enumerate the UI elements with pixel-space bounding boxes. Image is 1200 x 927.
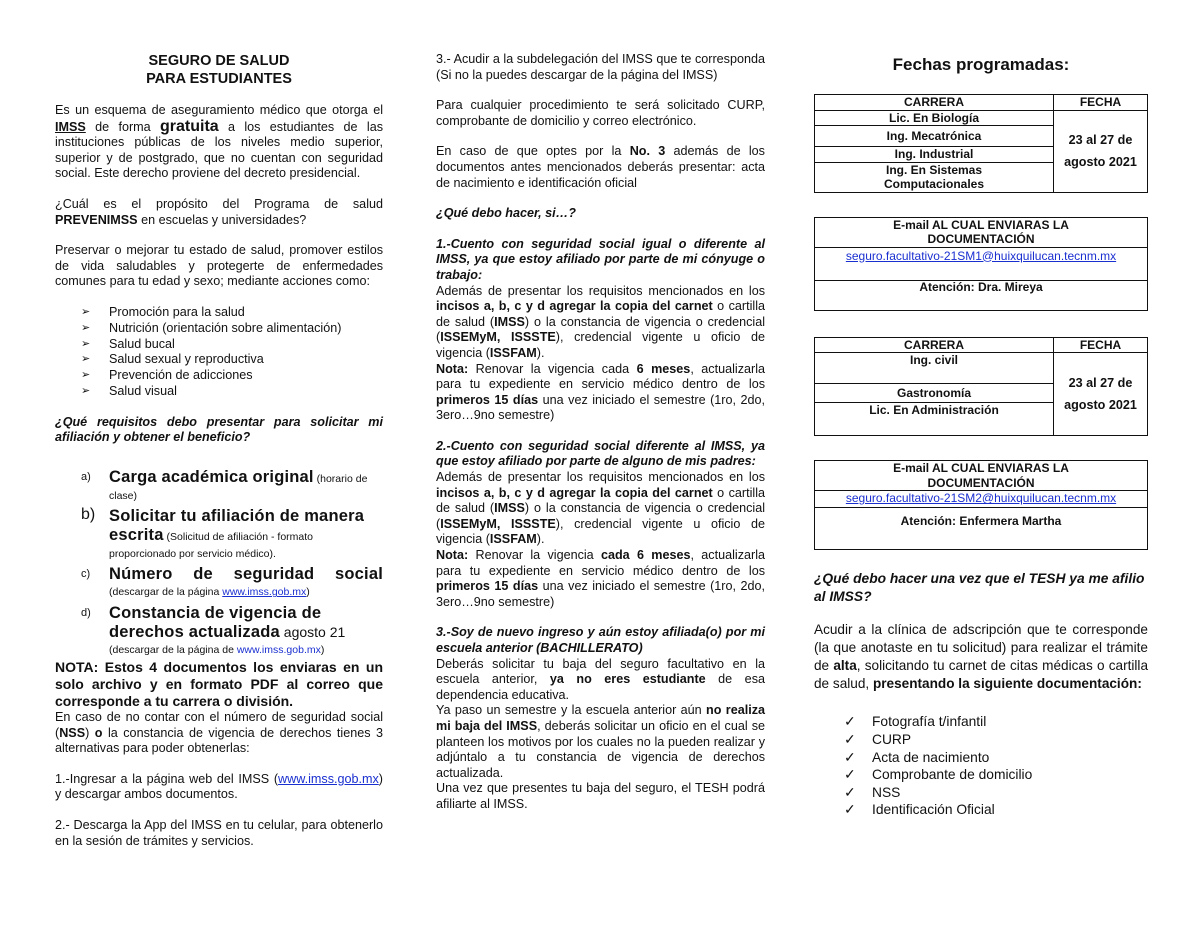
requirement-b: b) Solicitar tu afiliación de manera escrita (Solicitud de afiliación - formato proporcionado por servicio médico). bbox=[81, 506, 365, 560]
table-row: Ing. Mecatrónica bbox=[815, 126, 1148, 147]
schedule-table-2 bbox=[814, 337, 1148, 437]
check-icon: ✓ bbox=[844, 802, 856, 818]
list-item: ✓ NSS bbox=[844, 784, 901, 800]
option3-paragraph: En caso de que optes por la No. 3 además de los documentos antes mencionados deberás presentar: acta de nacimiento e identificación oficial bbox=[436, 144, 765, 190]
list-item: ➢ Prevención de adicciones bbox=[81, 368, 253, 383]
case-1-body: Además de presentar los requisitos mencionados en los incisos a, b, c y d agregar la copia del carnet o cartilla de salud (IMSS) o la constancia de vigencia o credencial (ISSEMyM, ISSSTE), credencial vigente u oficio de vigencia (ISSFAM). bbox=[436, 283, 765, 360]
case-2-heading: 2.-Cuento con seguridad social diferente al IMSS, ya que estoy afiliado por parte de alguno de mis padres: bbox=[436, 438, 765, 469]
table-row: Lic. En Administración bbox=[815, 403, 1148, 436]
requirement-c: c) Número de seguridad social (descargar de la página www.imss.gob.mx) bbox=[81, 565, 383, 599]
check-icon: ✓ bbox=[844, 784, 856, 800]
table-row: Ing. Industrial bbox=[815, 147, 1148, 163]
actions-list bbox=[55, 305, 383, 400]
case-3-followup: Ya paso un semestre y la escuela anterior aún no realiza mi baja del IMSS, deberás solicitar un oficio en el cual se planteen los motivos por los cuales no la pueden realizar y adjúntalo a tu constancia de vigencia de derechos actualizada. bbox=[436, 703, 766, 780]
requirements-question: ¿Qué requisitos debo presentar para solicitar mi afiliación y obtener el beneficio? bbox=[55, 414, 383, 445]
requirement-a: a) Carga académica original (horario de clase) bbox=[81, 467, 368, 502]
check-icon: ✓ bbox=[844, 749, 856, 765]
case-3-heading: 3.-Soy de nuevo ingreso y aún estoy afiliada(o) por mi escuela anterior (BACHILLERATO) bbox=[436, 625, 765, 655]
case-1-heading: 1.-Cuento con seguridad social igual o diferente al IMSS, ya que estoy afiliado por parte de mi cónyuge o trabajo: bbox=[436, 236, 765, 282]
curp-paragraph: Para cualquier procedimiento te será solicitado CURP, comprobante de domicilio y correo electrónico. bbox=[436, 98, 765, 128]
case-2-note: Nota: Renovar la vigencia cada 6 meses, actualizarla para tu expediente en servicio médico dentro de los primeros 15 días una vez iniciado el semestre (1ro, 2do, 3ero…9no semestre) bbox=[436, 548, 765, 609]
list-item: ✓ CURP bbox=[844, 731, 912, 747]
intro-paragraph: Es un esquema de aseguramiento médico que otorga el IMSS de forma gratuita a los estudiantes de las instituciones públicas de los niveles medio superior, superior y de postgrado, que no cuentan con seguridad social. Este derecho proviene del decreto presidencial. bbox=[55, 103, 383, 181]
imss-link[interactable]: www.imss.gob.mx bbox=[222, 586, 307, 599]
table-row: Ing. civil 23 al 27 de agosto 2021 bbox=[815, 353, 1148, 384]
case-3-body: Deberás solicitar tu baja del seguro facultativo en la escuela anterior, ya no eres estudiante de esa dependencia educativa. bbox=[436, 656, 765, 702]
arrow-bullet-icon: ➢ bbox=[81, 321, 91, 334]
arrow-bullet-icon: ➢ bbox=[81, 305, 91, 318]
column-left bbox=[55, 52, 383, 849]
list-item: ➢ Nutrición (orientación sobre alimentación) bbox=[81, 320, 342, 335]
email-link[interactable]: seguro.facultativo-21SM1@huixquilucan.tecnm.mx bbox=[845, 248, 1117, 263]
arrow-bullet-icon: ➢ bbox=[81, 353, 91, 366]
arrow-bullet-icon: ➢ bbox=[81, 384, 91, 397]
column-right bbox=[814, 52, 1148, 819]
schedule-table-1 bbox=[814, 94, 1148, 193]
email-box-2: E-mail AL CUAL ENVIARAS LA DOCUMENTACIÓN seguro.facultativo-21SM2@huixquilucan.tecnm.mx Atención: Enfermera Martha bbox=[814, 460, 1148, 550]
list-item: ✓ Fotografía t/infantil bbox=[844, 714, 987, 730]
imss-link[interactable]: www.imss.gob.mx bbox=[236, 644, 321, 657]
attention-line: Atención: Dra. Mireya bbox=[919, 280, 1043, 295]
date-cell: 23 al 27 de agosto 2021 bbox=[1054, 353, 1148, 436]
table-row: Gastronomía bbox=[815, 384, 1148, 403]
alternative-2: 2.- Descarga la App del IMSS en tu celular, para obtenerlo en la sesión de trámites y servicios. bbox=[55, 818, 383, 848]
nss-paragraph: En caso de no contar con el número de seguridad social (NSS) o la constancia de vigencia de derechos tienes 3 alternativas para poder obtenerlas: bbox=[55, 710, 383, 756]
email-box-1: E-mail AL CUAL ENVIARAS LA DOCUMENTACIÓN seguro.facultativo-21SM1@huixquilucan.tecnm.mx Atención: Dra. Mireya bbox=[814, 217, 1148, 311]
column-middle bbox=[436, 52, 765, 813]
purpose-answer: Preservar o mejorar tu estado de salud, promover estilos de vida saludables y protegerte de enfermedades comunes para tu edad y sexo; mediante acciones como: bbox=[55, 243, 383, 289]
after-affiliation-question: ¿Qué debo hacer una vez que el TESH ya me afilio al IMSS? bbox=[814, 571, 1145, 605]
table-header-row: CARRERA FECHA bbox=[815, 95, 1148, 111]
dates-heading: Fechas programadas: bbox=[892, 55, 1070, 74]
list-item: ➢ Salud visual bbox=[81, 383, 177, 398]
list-item: ➢ Salud sexual y reproductiva bbox=[81, 352, 264, 367]
arrow-bullet-icon: ➢ bbox=[81, 337, 91, 350]
case-3-final: Una vez que presentes tu baja del seguro, el TESH podrá afiliarte al IMSS. bbox=[436, 781, 765, 811]
case-1-note: Nota: Renovar la vigencia cada 6 meses, actualizarla para tu expediente en servicio médico dentro de los primeros 15 días una vez iniciado el semestre (1ro, 2do, 3ero…9no semestre) bbox=[436, 361, 766, 423]
check-icon: ✓ bbox=[844, 731, 856, 747]
imss-link[interactable]: www.imss.gob.mx bbox=[278, 771, 379, 786]
list-item: ✓ Acta de nacimiento bbox=[844, 749, 990, 765]
alternative-1: 1.-Ingresar a la página web del IMSS (www.imss.gob.mx) y descargar ambos documentos. bbox=[55, 771, 383, 802]
nota-paragraph: NOTA: Estos 4 documentos los enviaras en un solo archivo y en formato PDF al correo que corresponde a tu carrera o división. bbox=[55, 659, 383, 710]
check-icon: ✓ bbox=[844, 714, 856, 730]
purpose-question: ¿Cuál es el propósito del Programa de salud PREVENIMSS en escuelas y universidades? bbox=[55, 196, 383, 227]
list-item: ➢ Salud bucal bbox=[81, 336, 175, 351]
after-affiliation-answer: Acudir a la clínica de adscripción que te corresponde (la que anotaste en tu solicitud) para realizar el trámite de alta, solicitando tu carnet de citas médicas o cartilla de salud, presentando la siguiente documentación: bbox=[814, 622, 1148, 692]
what-to-do-heading: ¿Qué debo hacer, si…? bbox=[436, 206, 576, 221]
list-item: ✓ Comprobante de domicilio bbox=[844, 767, 1033, 783]
case-2-body: Además de presentar los requisitos mencionados en los incisos a, b, c y d agregar la copia del carnet o cartilla de salud (IMSS) o la constancia de vigencia o credencial (ISSEMyM, ISSSTE), credencial vigente u oficio de vigencia (ISSFAM). bbox=[436, 470, 765, 547]
arrow-bullet-icon: ➢ bbox=[81, 369, 91, 382]
doc-title: SEGURO DE SALUD PARA ESTUDIANTES bbox=[146, 53, 292, 87]
table-row: Ing. En Sistemas Computacionales bbox=[815, 162, 1148, 192]
email-link[interactable]: seguro.facultativo-21SM2@huixquilucan.tecnm.mx bbox=[814, 490, 1148, 508]
requirement-d: d) Constancia de vigencia de derechos actualizada agosto 21 (descargar de la página de www.imss.gob.mx) bbox=[81, 603, 346, 657]
check-icon: ✓ bbox=[844, 767, 856, 783]
table-row: Lic. En Biología 23 al 27 de agosto 2021 bbox=[815, 110, 1148, 126]
table-header-row: CARRERA FECHA bbox=[815, 337, 1148, 353]
list-item: ✓ Identificación Oficial bbox=[844, 802, 995, 818]
documents-list bbox=[814, 713, 1148, 819]
list-item: ➢ Promoción para la salud bbox=[81, 304, 245, 319]
alternative-3: 3.- Acudir a la subdelegación del IMSS que te corresponda (Si no la puedes descargar de la página del IMSS) bbox=[436, 52, 765, 82]
attention-line: Atención: Enfermera Martha bbox=[900, 513, 1062, 528]
date-cell: 23 al 27 de agosto 2021 bbox=[1054, 110, 1148, 192]
